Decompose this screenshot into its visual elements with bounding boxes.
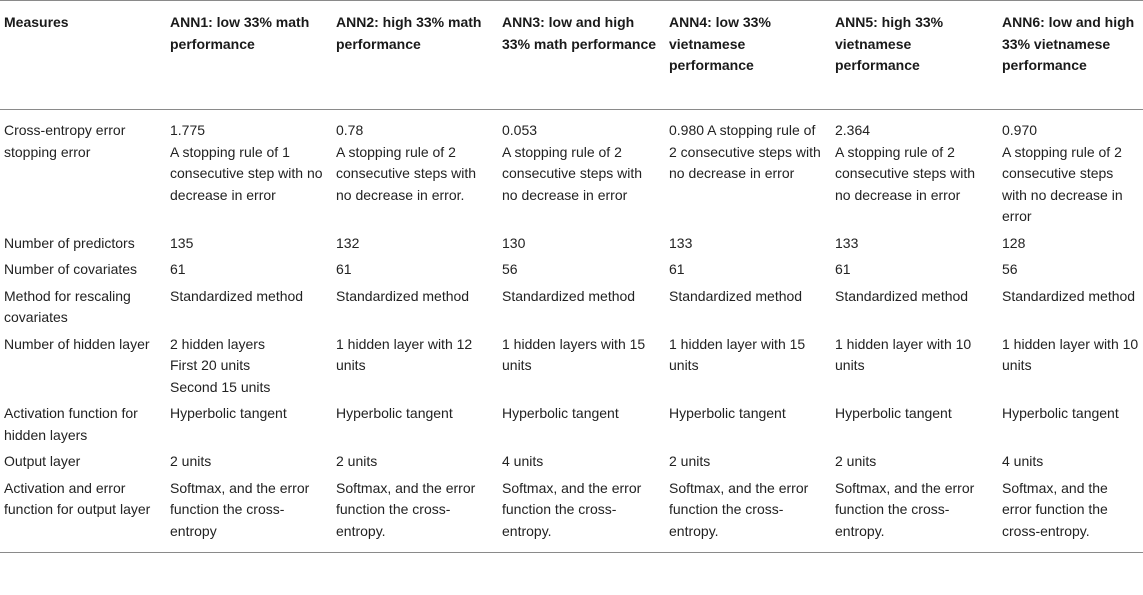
table-cell: Softmax, and the error function the cross-entropy.	[998, 476, 1143, 553]
table-row	[0, 476, 1143, 553]
table-cell: 1 hidden layers with 15 units	[502, 335, 646, 373]
table-cell: Hyperbolic tangent	[669, 405, 786, 421]
table-row	[0, 401, 1143, 449]
table-cell: Standardized method	[336, 287, 470, 304]
row-label: Number of covariates	[4, 261, 138, 277]
table-cell: 1 hidden layer with 10 units	[1002, 335, 1139, 373]
cell-line: 2 hidden layers	[170, 335, 265, 352]
row-label: Number of predictors	[4, 234, 135, 251]
table-cell: 4 units	[1002, 453, 1044, 469]
error-value: 1.775	[170, 122, 206, 138]
table-cell: 56	[502, 261, 518, 277]
table-cell: 4 units	[502, 453, 544, 469]
header-ann1: ANN1: low 33% math performance	[166, 1, 332, 110]
table-cell: 56	[1002, 261, 1018, 277]
table-cell: Standardized method	[502, 287, 636, 304]
row-label: Cross-entropy error stopping error	[4, 122, 126, 160]
table-cell: 2 units	[669, 453, 711, 469]
table-cell	[166, 110, 332, 231]
table-cell: Hyperbolic tangent	[170, 405, 287, 421]
table-row	[0, 257, 1143, 284]
error-value: 0.980	[669, 122, 705, 138]
table-cell: Standardized method	[835, 287, 969, 304]
table-row	[0, 110, 1143, 231]
table-cell: 133	[669, 234, 693, 251]
table-row	[0, 231, 1143, 258]
header-measures: Measures	[0, 1, 166, 110]
header-row	[0, 1, 1143, 110]
table-cell: 61	[170, 261, 186, 277]
table-cell: Hyperbolic tangent	[835, 405, 952, 421]
stopping-rule: A stopping rule of 1 consecutive step with no decrease in error	[170, 143, 323, 203]
table-cell: 132	[336, 234, 360, 251]
table-cell: 2 units	[336, 453, 378, 469]
table-cell: Standardized method	[669, 287, 803, 304]
row-label: Activation function for hidden layers	[4, 405, 138, 443]
stopping-rule: A stopping rule of 2 consecutive steps with no decrease in error	[669, 122, 821, 181]
table-cell	[498, 110, 665, 231]
stopping-rule: A stopping rule of 2 consecutive steps with no decrease in error	[1002, 143, 1123, 224]
table-row	[0, 284, 1143, 332]
error-value: 0.78	[336, 122, 364, 138]
table-cell	[332, 110, 498, 231]
table-cell	[166, 332, 332, 402]
error-value: 0.970	[1002, 122, 1038, 138]
row-label: Number of hidden layer	[4, 335, 150, 352]
table-cell: 135	[170, 234, 194, 251]
cell-line: First 20 units	[170, 357, 251, 373]
header-ann4: ANN4: low 33% vietnamese performance	[665, 1, 831, 110]
stopping-rule: A stopping rule of 2 consecutive steps with no decrease in error	[835, 143, 976, 203]
table-cell: 1 hidden layer with 12 units	[336, 335, 473, 373]
table-cell: Standardized method	[170, 287, 304, 304]
error-value: 0.053	[502, 122, 538, 138]
table-cell: 130	[502, 234, 526, 251]
table-cell: 1 hidden layer with 10 units	[835, 335, 972, 373]
row-label: Method for rescaling covariates	[4, 287, 131, 325]
table-row	[0, 332, 1143, 402]
table-cell: Hyperbolic tangent	[1002, 405, 1119, 421]
table-cell: 1 hidden layer with 15 units	[669, 335, 806, 373]
header-ann6: ANN6: low and high 33% vietnamese performance	[998, 1, 1143, 110]
table-cell: Softmax, and the error function the cross-entropy	[166, 476, 332, 553]
table-cell: Softmax, and the error function the cross-entropy.	[498, 476, 665, 553]
table-cell: Softmax, and the error function the cross-entropy.	[665, 476, 831, 553]
table-cell	[831, 110, 998, 231]
table-cell	[665, 110, 831, 231]
table-cell: Hyperbolic tangent	[502, 405, 619, 421]
table-cell: 2 units	[170, 453, 212, 469]
table-cell: 133	[835, 234, 859, 251]
stopping-rule: A stopping rule of 2 consecutive steps with no decrease in error	[502, 143, 643, 203]
table-cell: 2 units	[835, 453, 877, 469]
header-ann5: ANN5: high 33% vietnamese performance	[831, 1, 998, 110]
table-row	[0, 449, 1143, 476]
table-cell: 61	[835, 261, 851, 277]
stopping-rule: A stopping rule of 2 consecutive steps with no decrease in error.	[336, 143, 477, 203]
table-cell: 128	[1002, 234, 1026, 251]
cell-line: Second 15 units	[170, 378, 271, 395]
table-cell: Hyperbolic tangent	[336, 405, 453, 421]
table-cell: Standardized method	[1002, 287, 1136, 304]
table-cell: Softmax, and the error function the cross-entropy.	[332, 476, 498, 553]
header-ann2: ANN2: high 33% math performance	[332, 1, 498, 110]
table-cell: 61	[336, 261, 352, 277]
header-ann3: ANN3: low and high 33% math performance	[498, 1, 665, 110]
error-value: 2.364	[835, 122, 871, 138]
row-label: Output layer	[4, 453, 81, 469]
table-cell	[998, 110, 1143, 231]
table-cell: 61	[669, 261, 685, 277]
table-cell: Softmax, and the error function the cross-entropy.	[831, 476, 998, 553]
row-label: Activation and error function for output layer	[0, 476, 166, 553]
